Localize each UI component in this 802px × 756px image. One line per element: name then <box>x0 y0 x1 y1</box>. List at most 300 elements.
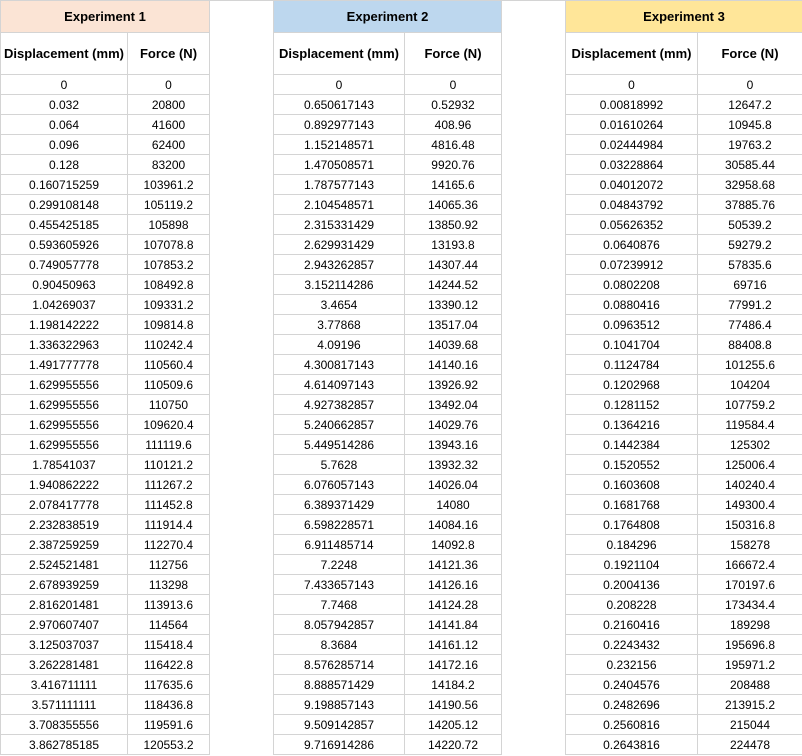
exp3-force-cell[interactable]: 50539.2 <box>698 215 802 235</box>
exp1-displacement-cell[interactable]: 1.78541037 <box>1 455 128 475</box>
exp3-force-cell[interactable]: 77991.2 <box>698 295 802 315</box>
exp3-displacement-cell[interactable]: 0.1603608 <box>566 475 698 495</box>
table-row <box>1 215 802 235</box>
exp2-force-cell[interactable]: 14140.16 <box>405 355 502 375</box>
exp1-force-cell[interactable]: 83200 <box>128 155 210 175</box>
exp3-displacement-cell[interactable]: 0.05626352 <box>566 215 698 235</box>
exp3-force-cell[interactable]: 59279.2 <box>698 235 802 255</box>
force-header[interactable]: Force (N) <box>405 33 502 75</box>
exp2-force-cell[interactable]: 4816.48 <box>405 135 502 155</box>
empty-cell[interactable] <box>210 695 274 715</box>
empty-cell[interactable] <box>210 75 274 95</box>
empty-cell[interactable] <box>502 255 566 275</box>
exp2-force-cell[interactable]: 14029.76 <box>405 415 502 435</box>
exp3-force-cell[interactable]: 119584.4 <box>698 415 802 435</box>
exp3-force-cell[interactable]: 195696.8 <box>698 635 802 655</box>
table-row <box>1 235 802 255</box>
exp3-displacement-cell[interactable]: 0.232156 <box>566 655 698 675</box>
exp3-displacement-cell[interactable]: 0.04843792 <box>566 195 698 215</box>
force-header[interactable]: Force (N) <box>128 33 210 75</box>
exp3-force-cell[interactable]: 150316.8 <box>698 515 802 535</box>
empty-cell[interactable] <box>210 235 274 255</box>
exp1-displacement-cell[interactable]: 0 <box>1 75 128 95</box>
exp3-force-cell[interactable]: 170197.6 <box>698 575 802 595</box>
exp2-displacement-cell[interactable]: 9.716914286 <box>274 735 405 755</box>
empty-cell[interactable] <box>210 335 274 355</box>
exp2-force-cell[interactable]: 14026.04 <box>405 475 502 495</box>
exp1-displacement-cell[interactable]: 2.232838519 <box>1 515 128 535</box>
exp1-displacement-cell[interactable]: 1.629955556 <box>1 435 128 455</box>
empty-cell[interactable] <box>210 33 274 75</box>
exp3-force-cell[interactable]: 77486.4 <box>698 315 802 335</box>
empty-cell[interactable] <box>502 95 566 115</box>
exp1-displacement-cell[interactable]: 3.862785185 <box>1 735 128 755</box>
exp3-force-cell[interactable]: 125006.4 <box>698 455 802 475</box>
empty-cell[interactable] <box>210 455 274 475</box>
exp2-displacement-cell[interactable]: 4.09196 <box>274 335 405 355</box>
exp2-displacement-cell[interactable]: 6.389371429 <box>274 495 405 515</box>
empty-cell[interactable] <box>502 635 566 655</box>
exp1-displacement-cell[interactable]: 1.336322963 <box>1 335 128 355</box>
empty-cell[interactable] <box>502 395 566 415</box>
exp3-force-cell[interactable]: 19763.2 <box>698 135 802 155</box>
table-row <box>1 415 802 435</box>
exp2-displacement-cell[interactable]: 2.104548571 <box>274 195 405 215</box>
exp1-force-cell[interactable]: 110121.2 <box>128 455 210 475</box>
exp2-force-cell[interactable]: 14307.44 <box>405 255 502 275</box>
exp3-displacement-cell[interactable]: 0.1921104 <box>566 555 698 575</box>
exp2-force-cell[interactable]: 13850.92 <box>405 215 502 235</box>
exp3-force-cell[interactable]: 224478 <box>698 735 802 755</box>
exp3-force-cell[interactable]: 57835.6 <box>698 255 802 275</box>
table-row <box>1 175 802 195</box>
empty-cell[interactable] <box>502 355 566 375</box>
exp3-displacement-cell[interactable]: 0.2243432 <box>566 635 698 655</box>
exp3-force-cell[interactable]: 107759.2 <box>698 395 802 415</box>
exp2-displacement-cell[interactable]: 2.629931429 <box>274 235 405 255</box>
exp2-displacement-cell[interactable]: 7.2248 <box>274 555 405 575</box>
table-row <box>1 315 802 335</box>
exp3-displacement-cell[interactable]: 0.2560816 <box>566 715 698 735</box>
exp1-displacement-cell[interactable]: 3.125037037 <box>1 635 128 655</box>
empty-cell[interactable] <box>210 295 274 315</box>
exp2-force-cell[interactable]: 13932.32 <box>405 455 502 475</box>
exp3-force-cell[interactable]: 213915.2 <box>698 695 802 715</box>
exp2-force-cell[interactable]: 14039.68 <box>405 335 502 355</box>
exp3-displacement-cell[interactable]: 0.208228 <box>566 595 698 615</box>
empty-cell[interactable] <box>502 235 566 255</box>
exp2-force-cell[interactable]: 14141.84 <box>405 615 502 635</box>
exp2-displacement-cell[interactable]: 4.614097143 <box>274 375 405 395</box>
exp1-displacement-cell[interactable]: 1.629955556 <box>1 415 128 435</box>
table-row <box>1 435 802 455</box>
exp1-force-cell[interactable]: 110560.4 <box>128 355 210 375</box>
exp2-force-cell[interactable]: 14124.28 <box>405 595 502 615</box>
exp2-force-cell[interactable]: 14084.16 <box>405 515 502 535</box>
exp3-displacement-cell[interactable]: 0.03228864 <box>566 155 698 175</box>
exp1-displacement-cell[interactable]: 1.629955556 <box>1 395 128 415</box>
exp3-displacement-cell[interactable]: 0.00818992 <box>566 95 698 115</box>
exp2-force-cell[interactable]: 14220.72 <box>405 735 502 755</box>
empty-cell[interactable] <box>502 115 566 135</box>
empty-cell[interactable] <box>502 715 566 735</box>
exp3-force-cell[interactable]: 69716 <box>698 275 802 295</box>
exp1-displacement-cell[interactable]: 0.160715259 <box>1 175 128 195</box>
exp3-displacement-cell[interactable]: 0.1281152 <box>566 395 698 415</box>
exp2-displacement-cell[interactable]: 0 <box>274 75 405 95</box>
exp3-displacement-cell[interactable]: 0.0880416 <box>566 295 698 315</box>
exp1-displacement-cell[interactable]: 0.593605926 <box>1 235 128 255</box>
exp1-force-cell[interactable]: 105119.2 <box>128 195 210 215</box>
exp3-force-cell[interactable]: 140240.4 <box>698 475 802 495</box>
exp3-displacement-cell[interactable]: 0.0640876 <box>566 235 698 255</box>
exp1-displacement-cell[interactable]: 3.416711111 <box>1 675 128 695</box>
exp2-displacement-cell[interactable]: 6.598228571 <box>274 515 405 535</box>
exp2-force-cell[interactable]: 14165.6 <box>405 175 502 195</box>
exp1-force-cell[interactable]: 108492.8 <box>128 275 210 295</box>
exp2-displacement-cell[interactable]: 8.888571429 <box>274 675 405 695</box>
exp1-displacement-cell[interactable]: 1.629955556 <box>1 375 128 395</box>
empty-cell[interactable] <box>210 655 274 675</box>
force-header[interactable]: Force (N) <box>698 33 802 75</box>
exp3-displacement-cell[interactable]: 0.0963512 <box>566 315 698 335</box>
exp2-displacement-cell[interactable]: 4.300817143 <box>274 355 405 375</box>
exp3-displacement-cell[interactable]: 0.184296 <box>566 535 698 555</box>
empty-cell[interactable] <box>210 175 274 195</box>
empty-cell[interactable] <box>210 195 274 215</box>
exp2-force-cell[interactable]: 13943.16 <box>405 435 502 455</box>
empty-cell[interactable] <box>210 535 274 555</box>
exp2-force-cell[interactable]: 13390.12 <box>405 295 502 315</box>
exp3-displacement-cell[interactable]: 0 <box>566 75 698 95</box>
exp1-displacement-cell[interactable]: 3.571111111 <box>1 695 128 715</box>
exp1-force-cell[interactable]: 111452.8 <box>128 495 210 515</box>
exp2-displacement-cell[interactable]: 8.057942857 <box>274 615 405 635</box>
exp2-displacement-cell[interactable]: 7.7468 <box>274 595 405 615</box>
exp3-force-cell[interactable]: 208488 <box>698 675 802 695</box>
exp1-displacement-cell[interactable]: 0.032 <box>1 95 128 115</box>
exp3-displacement-cell[interactable]: 0.1124784 <box>566 355 698 375</box>
exp3-displacement-cell[interactable]: 0.1442384 <box>566 435 698 455</box>
exp3-force-cell[interactable]: 10945.8 <box>698 115 802 135</box>
exp1-displacement-cell[interactable]: 1.491777778 <box>1 355 128 375</box>
exp1-displacement-cell[interactable]: 2.078417778 <box>1 495 128 515</box>
exp3-displacement-cell[interactable]: 0.2643816 <box>566 735 698 755</box>
exp1-displacement-cell[interactable]: 0.128 <box>1 155 128 175</box>
exp1-force-cell[interactable]: 120553.2 <box>128 735 210 755</box>
exp1-force-cell[interactable]: 112756 <box>128 555 210 575</box>
exp2-displacement-cell[interactable]: 8.576285714 <box>274 655 405 675</box>
exp2-displacement-cell[interactable]: 1.787577143 <box>274 175 405 195</box>
exp1-force-cell[interactable]: 111267.2 <box>128 475 210 495</box>
empty-cell[interactable] <box>502 295 566 315</box>
table-row <box>1 195 802 215</box>
exp3-displacement-cell[interactable]: 0.1202968 <box>566 375 698 395</box>
exp2-force-cell[interactable]: 14092.8 <box>405 535 502 555</box>
exp3-displacement-cell[interactable]: 0.02444984 <box>566 135 698 155</box>
exp2-displacement-cell[interactable]: 5.7628 <box>274 455 405 475</box>
exp3-force-cell[interactable]: 125302 <box>698 435 802 455</box>
exp1-force-cell[interactable]: 105898 <box>128 215 210 235</box>
exp2-displacement-cell[interactable]: 6.911485714 <box>274 535 405 555</box>
empty-cell[interactable] <box>502 415 566 435</box>
empty-cell[interactable] <box>210 475 274 495</box>
exp2-force-cell[interactable]: 14205.12 <box>405 715 502 735</box>
exp2-displacement-cell[interactable]: 0.650617143 <box>274 95 405 115</box>
exp3-displacement-cell[interactable]: 0.1041704 <box>566 335 698 355</box>
exp3-displacement-cell[interactable]: 0.04012072 <box>566 175 698 195</box>
exp2-displacement-cell[interactable]: 3.77868 <box>274 315 405 335</box>
exp1-displacement-cell[interactable]: 0.096 <box>1 135 128 155</box>
exp1-force-cell[interactable]: 111119.6 <box>128 435 210 455</box>
empty-cell[interactable] <box>502 675 566 695</box>
exp1-displacement-cell[interactable]: 0.90450963 <box>1 275 128 295</box>
exp2-force-cell[interactable]: 13492.04 <box>405 395 502 415</box>
empty-cell[interactable] <box>210 395 274 415</box>
table-row <box>1 615 802 635</box>
exp3-displacement-cell[interactable]: 0.1520552 <box>566 455 698 475</box>
exp1-force-cell[interactable]: 107853.2 <box>128 255 210 275</box>
exp1-force-cell[interactable]: 110242.4 <box>128 335 210 355</box>
exp1-force-cell[interactable]: 111914.4 <box>128 515 210 535</box>
empty-cell[interactable] <box>502 515 566 535</box>
empty-cell[interactable] <box>502 275 566 295</box>
exp2-force-cell[interactable]: 13926.92 <box>405 375 502 395</box>
exp3-force-cell[interactable]: 104204 <box>698 375 802 395</box>
exp1-displacement-cell[interactable]: 3.708355556 <box>1 715 128 735</box>
empty-cell[interactable] <box>210 715 274 735</box>
exp1-force-cell[interactable]: 114564 <box>128 615 210 635</box>
empty-cell[interactable] <box>502 595 566 615</box>
exp3-force-cell[interactable]: 166672.4 <box>698 555 802 575</box>
exp1-force-cell[interactable]: 113298 <box>128 575 210 595</box>
exp2-displacement-cell[interactable]: 8.3684 <box>274 635 405 655</box>
exp1-force-cell[interactable]: 113913.6 <box>128 595 210 615</box>
empty-cell[interactable] <box>502 695 566 715</box>
exp2-force-cell[interactable]: 13193.8 <box>405 235 502 255</box>
exp2-force-cell[interactable]: 9920.76 <box>405 155 502 175</box>
table-row <box>1 495 802 515</box>
exp1-force-cell[interactable]: 109331.2 <box>128 295 210 315</box>
exp3-force-cell[interactable]: 158278 <box>698 535 802 555</box>
empty-cell[interactable] <box>210 735 274 755</box>
exp1-force-cell[interactable]: 118436.8 <box>128 695 210 715</box>
empty-cell[interactable] <box>210 415 274 435</box>
exp2-force-cell[interactable]: 14172.16 <box>405 655 502 675</box>
empty-cell[interactable] <box>210 495 274 515</box>
empty-cell[interactable] <box>210 215 274 235</box>
exp2-displacement-cell[interactable]: 5.240662857 <box>274 415 405 435</box>
empty-cell[interactable] <box>502 455 566 475</box>
empty-cell[interactable] <box>502 33 566 75</box>
exp2-force-cell[interactable]: 14184.2 <box>405 675 502 695</box>
exp1-force-cell[interactable]: 0 <box>128 75 210 95</box>
empty-cell[interactable] <box>502 135 566 155</box>
empty-cell[interactable] <box>502 315 566 335</box>
exp1-displacement-cell[interactable]: 2.816201481 <box>1 595 128 615</box>
empty-cell[interactable] <box>502 655 566 675</box>
empty-cell[interactable] <box>502 155 566 175</box>
exp3-force-cell[interactable]: 88408.8 <box>698 335 802 355</box>
exp2-displacement-cell[interactable]: 4.927382857 <box>274 395 405 415</box>
exp3-force-cell[interactable]: 0 <box>698 75 802 95</box>
exp2-force-cell[interactable]: 0.52932 <box>405 95 502 115</box>
empty-cell[interactable] <box>502 615 566 635</box>
displacement-header[interactable]: Displacement (mm) <box>274 33 405 75</box>
exp3-force-cell[interactable]: 189298 <box>698 615 802 635</box>
exp2-displacement-cell[interactable]: 2.943262857 <box>274 255 405 275</box>
exp2-force-cell[interactable]: 13517.04 <box>405 315 502 335</box>
exp3-displacement-cell[interactable]: 0.2160416 <box>566 615 698 635</box>
exp3-displacement-cell[interactable]: 0.1364216 <box>566 415 698 435</box>
experiment-1-title[interactable]: Experiment 1 <box>1 1 210 33</box>
exp2-force-cell[interactable]: 14244.52 <box>405 275 502 295</box>
exp1-force-cell[interactable]: 41600 <box>128 115 210 135</box>
empty-cell[interactable] <box>210 615 274 635</box>
exp2-force-cell[interactable]: 408.96 <box>405 115 502 135</box>
experiment-title-row <box>1 1 802 33</box>
exp1-force-cell[interactable]: 109620.4 <box>128 415 210 435</box>
empty-cell[interactable] <box>210 315 274 335</box>
empty-cell[interactable] <box>502 175 566 195</box>
empty-cell[interactable] <box>210 555 274 575</box>
exp3-displacement-cell[interactable]: 0.1764808 <box>566 515 698 535</box>
exp1-displacement-cell[interactable]: 0.455425185 <box>1 215 128 235</box>
exp3-displacement-cell[interactable]: 0.01610264 <box>566 115 698 135</box>
exp1-displacement-cell[interactable]: 3.262281481 <box>1 655 128 675</box>
exp2-force-cell[interactable]: 14121.36 <box>405 555 502 575</box>
empty-cell[interactable] <box>210 675 274 695</box>
exp3-displacement-cell[interactable]: 0.07239912 <box>566 255 698 275</box>
exp3-displacement-cell[interactable]: 0.2004136 <box>566 575 698 595</box>
empty-cell[interactable] <box>502 375 566 395</box>
empty-cell[interactable] <box>210 135 274 155</box>
table-row <box>1 295 802 315</box>
exp2-displacement-cell[interactable]: 1.470508571 <box>274 155 405 175</box>
empty-cell[interactable] <box>502 495 566 515</box>
exp3-force-cell[interactable]: 30585.44 <box>698 155 802 175</box>
exp1-force-cell[interactable]: 117635.6 <box>128 675 210 695</box>
exp2-displacement-cell[interactable]: 6.076057143 <box>274 475 405 495</box>
table-row <box>1 95 802 115</box>
empty-cell[interactable] <box>502 215 566 235</box>
exp2-force-cell[interactable]: 14126.16 <box>405 575 502 595</box>
exp1-displacement-cell[interactable]: 2.970607407 <box>1 615 128 635</box>
exp3-force-cell[interactable]: 149300.4 <box>698 495 802 515</box>
empty-cell[interactable] <box>210 575 274 595</box>
exp2-force-cell[interactable]: 14065.36 <box>405 195 502 215</box>
exp1-force-cell[interactable]: 20800 <box>128 95 210 115</box>
empty-cell[interactable] <box>210 515 274 535</box>
exp3-force-cell[interactable]: 215044 <box>698 715 802 735</box>
exp1-force-cell[interactable]: 62400 <box>128 135 210 155</box>
exp2-displacement-cell[interactable]: 9.509142857 <box>274 715 405 735</box>
exp1-displacement-cell[interactable]: 1.940862222 <box>1 475 128 495</box>
exp1-force-cell[interactable]: 103961.2 <box>128 175 210 195</box>
exp1-force-cell[interactable]: 109814.8 <box>128 315 210 335</box>
exp2-displacement-cell[interactable]: 3.4654 <box>274 295 405 315</box>
exp1-displacement-cell[interactable]: 2.524521481 <box>1 555 128 575</box>
empty-cell[interactable] <box>502 335 566 355</box>
exp2-force-cell[interactable]: 14190.56 <box>405 695 502 715</box>
exp1-displacement-cell[interactable]: 2.387259259 <box>1 535 128 555</box>
table-row <box>1 335 802 355</box>
experiment-2-title[interactable]: Experiment 2 <box>274 1 502 33</box>
exp1-displacement-cell[interactable]: 0.749057778 <box>1 255 128 275</box>
empty-cell[interactable] <box>502 575 566 595</box>
exp3-displacement-cell[interactable]: 0.2404576 <box>566 675 698 695</box>
exp2-displacement-cell[interactable]: 7.433657143 <box>274 575 405 595</box>
displacement-header[interactable]: Displacement (mm) <box>566 33 698 75</box>
empty-cell[interactable] <box>210 255 274 275</box>
exp3-displacement-cell[interactable]: 0.0802208 <box>566 275 698 295</box>
exp2-displacement-cell[interactable]: 5.449514286 <box>274 435 405 455</box>
exp1-displacement-cell[interactable]: 1.04269037 <box>1 295 128 315</box>
exp1-force-cell[interactable]: 116422.8 <box>128 655 210 675</box>
exp3-displacement-cell[interactable]: 0.1681768 <box>566 495 698 515</box>
exp2-force-cell[interactable]: 14161.12 <box>405 635 502 655</box>
exp1-force-cell[interactable]: 107078.8 <box>128 235 210 255</box>
empty-cell[interactable] <box>210 95 274 115</box>
exp3-force-cell[interactable]: 12647.2 <box>698 95 802 115</box>
exp2-force-cell[interactable]: 0 <box>405 75 502 95</box>
table-row <box>1 575 802 595</box>
empty-cell[interactable] <box>502 555 566 575</box>
empty-cell[interactable] <box>210 435 274 455</box>
exp3-force-cell[interactable]: 195971.2 <box>698 655 802 675</box>
empty-cell[interactable] <box>502 535 566 555</box>
exp2-force-cell[interactable]: 14080 <box>405 495 502 515</box>
exp1-displacement-cell[interactable]: 0.064 <box>1 115 128 135</box>
exp2-displacement-cell[interactable]: 1.152148571 <box>274 135 405 155</box>
exp1-force-cell[interactable]: 115418.4 <box>128 635 210 655</box>
empty-cell[interactable] <box>502 735 566 755</box>
empty-cell[interactable] <box>502 195 566 215</box>
empty-cell[interactable] <box>210 355 274 375</box>
experiment-3-title[interactable]: Experiment 3 <box>566 1 802 33</box>
exp2-displacement-cell[interactable]: 0.892977143 <box>274 115 405 135</box>
empty-cell[interactable] <box>210 635 274 655</box>
exp2-displacement-cell[interactable]: 3.152114286 <box>274 275 405 295</box>
empty-cell[interactable] <box>210 115 274 135</box>
empty-cell[interactable] <box>210 1 274 33</box>
empty-cell[interactable] <box>502 435 566 455</box>
empty-cell[interactable] <box>210 275 274 295</box>
empty-cell[interactable] <box>502 1 566 33</box>
exp3-force-cell[interactable]: 32958.68 <box>698 175 802 195</box>
exp3-force-cell[interactable]: 173434.4 <box>698 595 802 615</box>
exp1-displacement-cell[interactable]: 1.198142222 <box>1 315 128 335</box>
exp3-force-cell[interactable]: 101255.6 <box>698 355 802 375</box>
empty-cell[interactable] <box>502 475 566 495</box>
exp1-displacement-cell[interactable]: 2.678939259 <box>1 575 128 595</box>
exp1-force-cell[interactable]: 110509.6 <box>128 375 210 395</box>
exp2-displacement-cell[interactable]: 9.198857143 <box>274 695 405 715</box>
exp2-displacement-cell[interactable]: 2.315331429 <box>274 215 405 235</box>
exp1-displacement-cell[interactable]: 0.299108148 <box>1 195 128 215</box>
exp1-force-cell[interactable]: 112270.4 <box>128 535 210 555</box>
exp3-displacement-cell[interactable]: 0.2482696 <box>566 695 698 715</box>
empty-cell[interactable] <box>210 375 274 395</box>
exp1-force-cell[interactable]: 119591.6 <box>128 715 210 735</box>
exp3-force-cell[interactable]: 37885.76 <box>698 195 802 215</box>
exp1-force-cell[interactable]: 110750 <box>128 395 210 415</box>
empty-cell[interactable] <box>210 595 274 615</box>
empty-cell[interactable] <box>210 155 274 175</box>
table-row <box>1 455 802 475</box>
displacement-header[interactable]: Displacement (mm) <box>1 33 128 75</box>
empty-cell[interactable] <box>502 75 566 95</box>
